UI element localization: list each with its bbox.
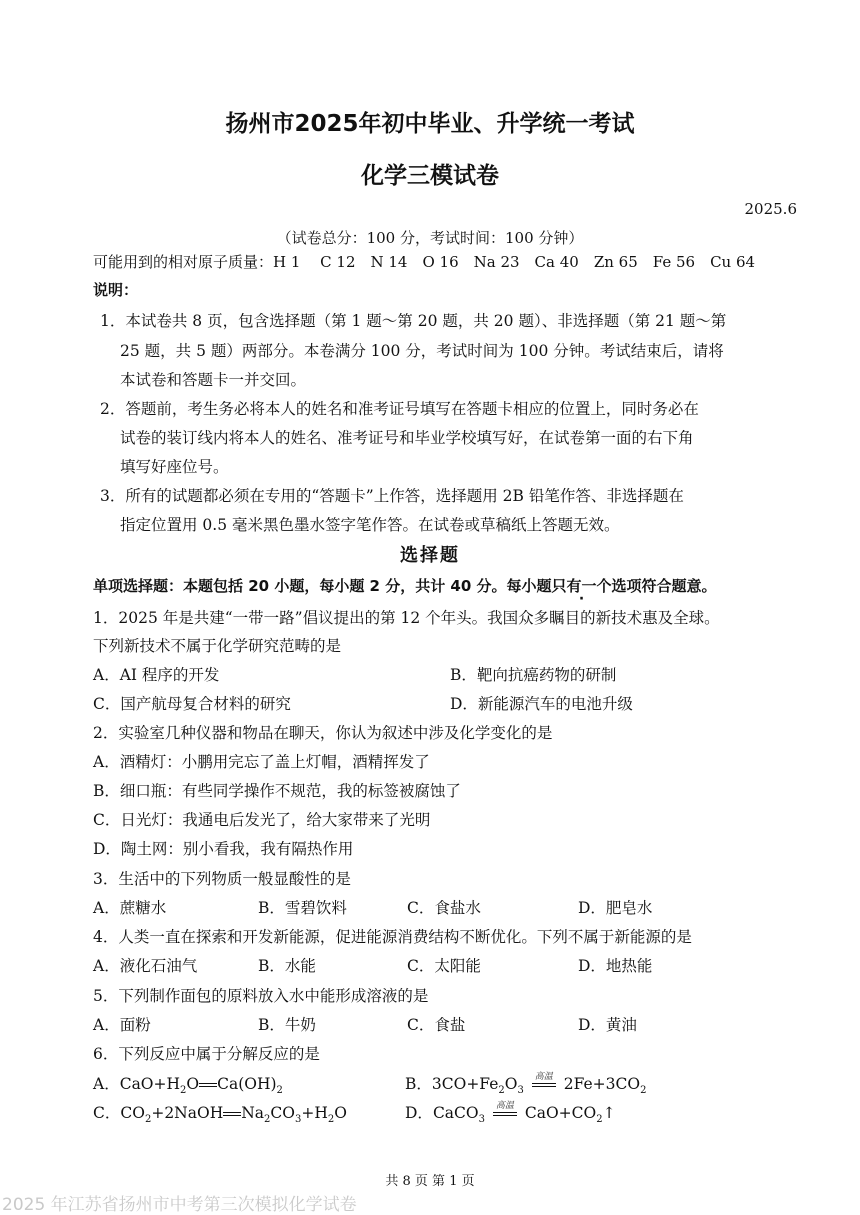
question-stem: 5．下列制作面包的原料放入水中能形成溶液的是 xyxy=(93,987,429,1005)
option-a: A．AI 程序的开发 xyxy=(93,666,220,684)
notes-line: 3．所有的试题都必须在专用的“答题卡”上作答，选择题用 2B 铅笔作答、非选择题在 xyxy=(100,487,684,505)
option-letter: A． xyxy=(93,1075,120,1093)
notes-line: 1．本试卷共 8 页，包含选择题（第 1 题～第 20 题，共 20 题）、非选择题（第 21 题～第 xyxy=(100,312,727,330)
question-stem: 6．下列反应中属于分解反应的是 xyxy=(93,1045,320,1063)
exam-title: 扬州市2025年初中毕业、升学统一考试 xyxy=(225,111,635,137)
option-a: A．液化石油气 xyxy=(93,957,198,975)
instruction-text: 单项选择题：本题包括 20 小题，每小题 2 分，共计 40 分。每小题 xyxy=(93,577,552,595)
question-stem: 3．生活中的下列物质一般显酸性的是 xyxy=(93,870,351,888)
emphasis-text: 只有一个 xyxy=(551,577,612,595)
question-stem: 2．实验室几种仪器和物品在聊天，你认为叙述中涉及化学变化的是 xyxy=(93,724,553,742)
equals-sign xyxy=(223,1112,241,1116)
watermark: 2025 年江苏省扬州市中考第三次模拟化学试卷 xyxy=(2,1195,357,1215)
option-d: D．陶土网：别小看我，我有隔热作用 xyxy=(93,840,354,858)
exam-date: 2025.6 xyxy=(744,200,797,218)
option-d: D．肥皂水 xyxy=(578,899,653,917)
section-instruction xyxy=(93,575,717,596)
option-c: C．食盐水 xyxy=(407,899,481,917)
reaction-condition xyxy=(490,1101,520,1116)
option-d: D．CaCO$_3$ 高温 $CaO+CO_2↑$ xyxy=(405,1101,616,1125)
notes-line: 试卷的装订线内将本人的姓名、准考证号和毕业学校填写好，在试卷第一面的右下角 xyxy=(120,429,694,447)
option-d: D．地热能 xyxy=(578,957,653,975)
option-letter: D． xyxy=(405,1104,433,1122)
section-title: 选择题 xyxy=(400,545,460,566)
option-b: B．靶向抗癌药物的研制 xyxy=(450,666,617,684)
notes-title: 说明： xyxy=(93,281,139,299)
notes-line: 指定位置用 0.5 毫米黑色墨水签字笔作答。在试卷或草稿纸上答题无效。 xyxy=(120,516,620,534)
equals-sign xyxy=(199,1083,217,1087)
option-c: C．太阳能 xyxy=(407,957,481,975)
condition-label: 高温 xyxy=(495,1101,514,1111)
option-letter: B． xyxy=(405,1075,432,1093)
notes-line: 填写好座位号。 xyxy=(120,458,229,476)
question-stem: 下列新技术不属于化学研究范畴的是 xyxy=(93,637,342,655)
option-b: B．水能 xyxy=(258,957,316,975)
option-a: A．面粉 xyxy=(93,1016,151,1034)
notes-line: 2．答题前，考生务必将本人的姓名和准考证号填写在答题卡相应的位置上，同时务必在 xyxy=(100,400,699,418)
exam-info: （试卷总分：100 分，考试时间：100 分钟） xyxy=(276,229,584,247)
reaction-condition xyxy=(529,1072,559,1087)
atomic-masses: 可能用到的相对原子质量：H 1 C 12 N 14 O 16 Na 23 Ca 40 Zn 65 Fe 56 Cu 64 xyxy=(93,253,756,271)
option-d: D．新能源汽车的电池升级 xyxy=(450,695,633,713)
page-footer: 共 8 页 第 1 页 xyxy=(385,1174,475,1189)
option-a: A．蔗糖水 xyxy=(93,899,167,917)
notes-line: 本试卷和答题卡一并交回。 xyxy=(120,371,307,389)
option-b: B．牛奶 xyxy=(258,1016,316,1034)
option-letter: C． xyxy=(93,1104,121,1122)
option-b: B．$3CO+Fe_2O_3$ 高温 $2Fe+3CO_2$ xyxy=(405,1072,646,1096)
instruction-text: 选项符合题意。 xyxy=(611,577,717,595)
question-stem: 4．人类一直在探索和开发新能源，促进能源消费结构不断优化。下列不属于新能源的是 xyxy=(93,928,692,946)
option-b: B．雪碧饮料 xyxy=(258,899,347,917)
exam-subtitle: 化学三模试卷 xyxy=(361,163,499,189)
option-b: B．细口瓶：有些同学操作不规范，我的标签被腐蚀了 xyxy=(93,782,461,800)
option-d: D．黄油 xyxy=(578,1016,637,1034)
condition-label: 高温 xyxy=(534,1072,553,1082)
notes-line: 25 题，共 5 题）两部分。本卷满分 100 分，考试时间为 100 分钟。考试结束后，请将 xyxy=(120,342,724,360)
option-a: A．$CaO+H_2O$ $Ca(OH)_2$ xyxy=(93,1075,283,1097)
option-c: C．$CO_2+2NaOH$ $Na_2CO_3+H_2O$ xyxy=(93,1104,347,1126)
option-a: A．酒精灯：小鹏用完忘了盖上灯帽，酒精挥发了 xyxy=(93,753,430,771)
question-stem: 1．2025 年是共建“一带一路”倡议提出的第 12 个年头。我国众多瞩目的新技术惠及全球。 xyxy=(93,609,720,627)
option-c: C．国产航母复合材料的研究 xyxy=(93,695,291,713)
option-c: C．日光灯：我通电后发光了，给大家带来了光明 xyxy=(93,811,431,829)
option-c: C．食盐 xyxy=(407,1016,466,1034)
